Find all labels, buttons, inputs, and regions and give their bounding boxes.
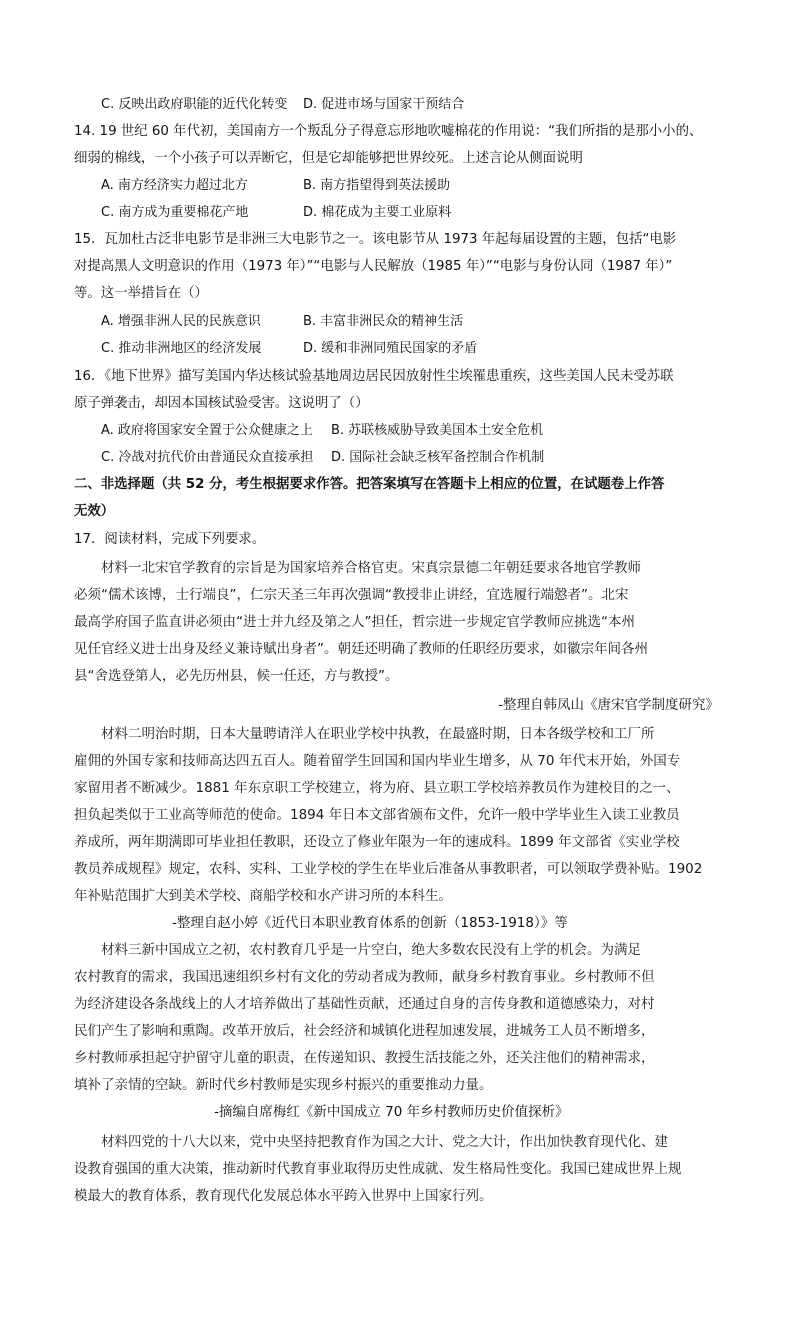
material-3-source: -摘编自席梅红《新中国成立 70 年乡村教师历史价值探析》 (214, 1104, 569, 1120)
q16-stem-line-1: 16．《地下世界》描写美国内华达核试验基地周边居民因放射性尘埃罹患重疾，这些美国人民未受苏联 (74, 369, 674, 384)
material-2-line: 教员养成规程》规定，农科、实科、工业学校的学生在毕业后准备从事教职者，可以领取学费补贴。1902 (74, 861, 703, 877)
q16-stem-line-2: 原子弹袭击，却因本国核试验受害。这说明了（） (74, 396, 369, 411)
material-4-line: 材料四党的十八大以来，党中央坚持把教育作为国之大计、党之大计，作出加快教育现代化、建 (101, 1134, 668, 1150)
q15-option-a: A. 增强非洲人民的民族意识 (101, 314, 261, 329)
q16-option-b: B. 苏联核威胁导致美国本土安全危机 (331, 423, 544, 438)
material-1-line: 见任官经义进士出身及经义兼诗赋出身者”。朝廷还明确了教师的任职经历要求，如徽宗年间各州 (74, 641, 648, 657)
q14-option-b: B. 南方指望得到英法援助 (303, 178, 451, 193)
q15-option-d: D. 缓和非洲同殖民国家的矛盾 (303, 341, 478, 356)
q15-option-b: B. 丰富非洲民众的精神生活 (303, 314, 464, 329)
material-1-line: 县“舍选登第人，必先历州县，候一任还，方与教授”。 (74, 668, 399, 684)
q15-stem-line-3: 等。这一举措旨在（） (74, 286, 208, 301)
material-2-line: 年补贴范围扩大到美术学校、商船学校和水产讲习所的本科生。 (74, 888, 452, 904)
q13-option-c: C. 反映出政府职能的近代化转变 (101, 97, 288, 112)
material-2-line: 材料二明治时期，日本大量聘请洋人在职业学校中执教，在最盛时期，日本各级学校和工厂所 (101, 726, 655, 742)
material-1-line: 必须“儒术该博，士行端良”，仁宗天圣三年再次强调“教授非止讲经，宜选履行端慤者”。北宋 (74, 587, 629, 603)
q14-option-a: A. 南方经济实力超过北方 (101, 178, 248, 193)
material-4-line: 设教育强国的重大决策，推动新时代教育事业取得历史性成就、发生格局性变化。我国已建成世界上规 (74, 1161, 682, 1177)
q14-stem-line-1: 14. 19 世纪 60 年代初，美国南方一个叛乱分子得意忘形地吹嘘棉花的作用说：“我们所指的是那小小的、 (74, 124, 703, 139)
section-2-heading-line-1: 二、非选择题（共 52 分，考生根据要求作答。把答案填写在答题卡上相应的位置，在试题卷上作答 (74, 477, 665, 492)
material-1-source: -整理自韩凤山《唐宋官学制度研究》 (498, 697, 719, 713)
material-3-line: 民们产生了影响和熏陶。改革开放后，社会经济和城镇化进程加速发展，进城务工人员不断增多， (74, 1023, 655, 1039)
material-2-line: 养成所，两年期满即可毕业担任教职，还设立了修业年限为一年的速成科。1899 年文部省《实业学校 (74, 834, 680, 850)
material-2-line: 担负起类似于工业高等师范的使命。1894 年日本文部省颁布文件，允许一般中学毕业生入读工业教员 (74, 807, 680, 823)
q15-option-c: C. 推动非洲地区的经济发展 (101, 341, 262, 356)
material-3-line: 为经济建设各条战线上的人才培养做出了基础性贡献，还通过自身的言传身教和道德感染力，对村 (74, 996, 655, 1012)
material-2-line: 家留用者不断减少。1881 年东京职工学校建立，将为府、县立职工学校培养教员作为建校目的之一、 (74, 780, 680, 796)
material-2-line: 雇佣的外国专家和技师高达四五百人。随着留学生回国和国内毕业生增多，从 70 年代末开始，外国专 (74, 753, 681, 769)
q14-stem-line-2: 细弱的棉线，一个小孩子可以弄断它，但是它却能够把世界绞死。上述言论从侧面说明 (74, 151, 583, 166)
q17-stem: 17．阅读材料，完成下列要求。 (74, 532, 266, 547)
q15-stem-line-2: 对提高黑人文明意识的作用（1973 年）”“电影与人民解放（1985 年）”“电影与身份认同（1987 年）” (74, 259, 673, 274)
material-1-line: 材料一北宋官学教育的宗旨是为国家培养合格官吏。宋真宗景德二年朝廷要求各地官学教师 (101, 560, 641, 576)
section-2-heading-line-2: 无效） (74, 504, 115, 519)
q16-option-a: A. 政府将国家安全置于公众健康之上 (101, 423, 313, 438)
q14-option-c: C. 南方成为重要棉花产地 (101, 205, 249, 220)
material-4-line: 模最大的教育体系，教育现代化发展总体水平跨入世界中上国家行列。 (74, 1188, 493, 1204)
material-3-line: 农村教育的需求，我国迅速组织乡村有文化的劳动者成为教师，献身乡村教育事业。乡村教师不但 (74, 969, 655, 985)
q15-stem-line-1: 15．瓦加杜古泛非电影节是非洲三大电影节之一。该电影节从 1973 年起每届设置的主题，包括“电影 (74, 232, 677, 247)
q16-option-d: D. 国际社会缺乏核军备控制合作机制 (331, 450, 545, 465)
q16-option-c: C. 冷战对抗代价由普通民众直接承担 (101, 450, 314, 465)
material-3-line: 填补了亲情的空缺。新时代乡村教师是实现乡村振兴的重要推动力量。 (74, 1077, 493, 1093)
material-1-line: 最高学府国子监直讲必须由“进士并九经及第之人”担任，哲宗进一步规定官学教师应挑选“本州 (74, 614, 635, 630)
q14-option-d: D. 棉花成为主要工业原料 (303, 205, 452, 220)
material-3-line: 材料三新中国成立之初，农村教育几乎是一片空白，绝大多数农民没有上学的机会。为满足 (101, 942, 641, 958)
material-2-source: -整理自赵小婷《近代日本职业教育体系的创新（1853-1918）》等 (172, 915, 568, 931)
q13-option-d: D. 促进市场与国家干预结合 (303, 97, 465, 112)
material-3-line: 乡村教师承担起守护留守儿童的职责，在传递知识、教授生活技能之外，还关注他们的精神需求， (74, 1050, 655, 1066)
